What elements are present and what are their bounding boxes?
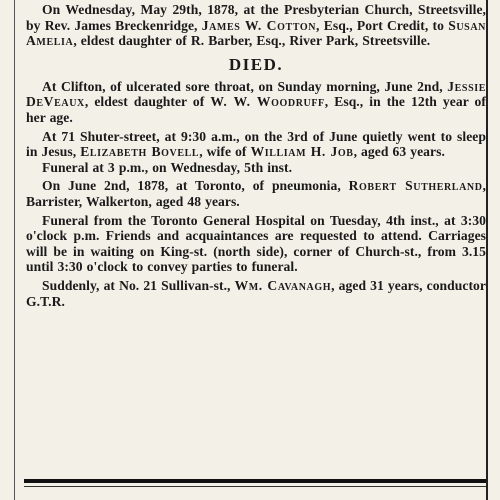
bride-name: Susan Amelia (26, 17, 486, 49)
notice4-text-1: Suddenly, at No. 21 Sullivan-st., (42, 277, 235, 293)
notice1-deceased-name: Jessie DeVeaux (26, 78, 486, 110)
notice4-deceased-name: Wm. Cavanagh (234, 277, 332, 293)
marriage-text-3: , eldest daughter of R. Barber, Esq., River Park, Streetsville. (73, 33, 431, 49)
notice2-text-2: , wife of (199, 144, 251, 160)
bottom-rule-thin (24, 486, 486, 487)
notice3-funeral-details: Funeral from the Toronto General Hospital on Tuesday, 4th inst., at 3:30 o'clock p.m. Friends and acquaintances are requested to attend. Carriages will be in waiting on King-st. (north side), corner of Church-st., from 3.15 until 3:30 o'clock to convey parties to funeral. (26, 212, 486, 275)
marriage-text-2: , Esq., Port Credit, to (316, 17, 449, 33)
notice1-text-2: , eldest daughter of (84, 94, 211, 110)
notice1-text-1: At Clifton, of ulcerated sore throat, on Sunday morning, June 2nd, (42, 78, 448, 94)
notice3-text-1: On June 2nd, 1878, at Toronto, of pneumonia, (42, 178, 349, 194)
notice2-text-1: At 71 Shuter-street, at 9:30 a.m., on the 3rd of June quietly went to sleep in Jesus, (26, 128, 486, 160)
notice2-husband-name: William H. Job (250, 144, 354, 160)
notice2-text-3: , aged 63 years. (353, 144, 445, 160)
left-column-rule (14, 0, 15, 500)
groom-name: James W. Cotton (201, 17, 317, 33)
notice1-text-3: , Esq., in the 12th year of her age. (26, 94, 486, 125)
text-column (26, 2, 486, 309)
marriage-text-1: On Wednesday, May 29th, 1878, at the Presbyterian Church, Streetsville, by Rev. James Breckenridge, (26, 2, 486, 33)
death-notice-sullivan-street (26, 278, 486, 309)
bottom-rule-thick (24, 479, 486, 483)
death-notice-toronto (26, 178, 486, 209)
notice1-parent-name: W. W. Woodruff (210, 94, 325, 110)
died-heading: DIED. (228, 54, 284, 74)
notice2-funeral-line: Funeral at 3 p.m., on Wednesday, 5th inst. (42, 159, 293, 175)
notice3-deceased-name: Robert Sutherland (348, 178, 483, 194)
right-column-rule (486, 0, 488, 500)
notice2-deceased-name: Elizabeth Bovell (80, 144, 200, 160)
death-notice-shuter-street (26, 129, 486, 160)
marriage-notice (26, 2, 486, 49)
death-notice-clifton (26, 79, 486, 126)
notice4-text-2: , aged 31 years, conductor G.T.R. (26, 277, 486, 309)
notice3-text-2: , Barrister, Walkerton, aged 48 years. (26, 178, 486, 209)
